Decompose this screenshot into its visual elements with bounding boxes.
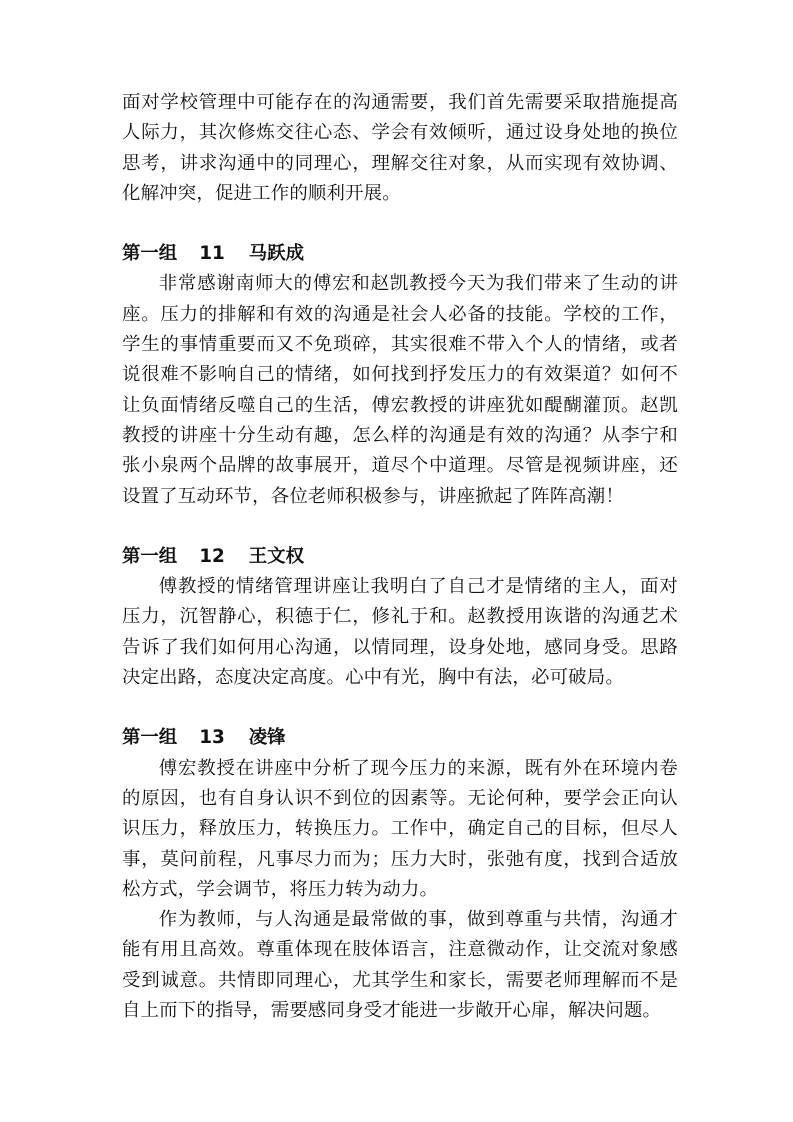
section-ling-feng: [122, 723, 678, 1026]
heading-group: 第一组: [122, 545, 178, 567]
heading-number: 13: [199, 727, 225, 749]
section-heading: [122, 239, 678, 269]
section-ma-yuecheng: [122, 239, 678, 512]
heading-number: 11: [199, 243, 225, 265]
document-page: [122, 88, 678, 1026]
heading-number: 12: [199, 545, 225, 567]
section-heading: [122, 723, 678, 753]
heading-name: 马跃成: [248, 243, 304, 265]
section-gap: [122, 693, 678, 723]
section-paragraph: 傅宏教授在讲座中分析了现今压力的来源，既有外在环境内卷的原因，也有自身认识不到位的因素等。无论何种，要学会正向认识压力，释放压力，转换压力。工作中，确定自己的目标，但尽人事，莫问前程，凡事尽力而为；压力大时，张弛有度，找到合适放松方式，学会调节，将压力转为动力。: [122, 757, 678, 900]
section-wang-wenquan: [122, 542, 678, 693]
section-gap: [122, 512, 678, 542]
section-heading: [122, 542, 678, 572]
section-gap: [122, 209, 678, 239]
heading-name: 王文权: [248, 545, 304, 567]
section-paragraph: 非常感谢南师大的傅宏和赵凯教授今天为我们带来了生动的讲座。压力的排解和有效的沟通是社会人必备的技能。学校的工作，学生的事情重要而又不免琐碎，其实很难不带入个人的情绪，或者说很难不影响自己的情绪，如何找到抒发压力的有效渠道？如何不让负面情绪反噬自己的生活，傅宏教授的讲座犹如醍醐灌顶。赵凯教授的讲座十分生动有趣，怎么样的沟通是有效的沟通？从李宁和张小泉两个品牌的故事展开，道尽个中道理。尽管是视频讲座，还设置了互动环节，各位老师积极参与，讲座掀起了阵阵高潮！: [122, 273, 678, 507]
section-paragraph: 作为教师，与人沟通是最常做的事，做到尊重与共情，沟通才能有用且高效。尊重体现在肢体语言，注意微动作，让交流对象感受到诚意。共情即同理心，尤其学生和家长，需要老师理解而不是自上而下的指导，需要感同身受才能进一步敞开心扉，解决问题。: [122, 909, 678, 1022]
intro-paragraph: 面对学校管理中可能存在的沟通需要，我们首先需要采取措施提高人际力，其次修炼交往心态、学会有效倾听，通过设身处地的换位思考，讲求沟通中的同理心，理解交往对象，从而实现有效协调、化解冲突，促进工作的顺利开展。: [122, 92, 678, 204]
section-paragraph: 傅教授的情绪管理讲座让我明白了自己才是情绪的主人，面对压力，沉智静心，积德于仁，修礼于和。赵教授用诙谐的沟通艺术告诉了我们如何用心沟通，以情同理，设身处地，感同身受。思路决定出路，态度决定高度。心中有光，胸中有法，必可破局。: [122, 576, 678, 689]
heading-name: 凌锋: [248, 727, 286, 749]
heading-group: 第一组: [122, 727, 178, 749]
heading-group: 第一组: [122, 243, 178, 265]
